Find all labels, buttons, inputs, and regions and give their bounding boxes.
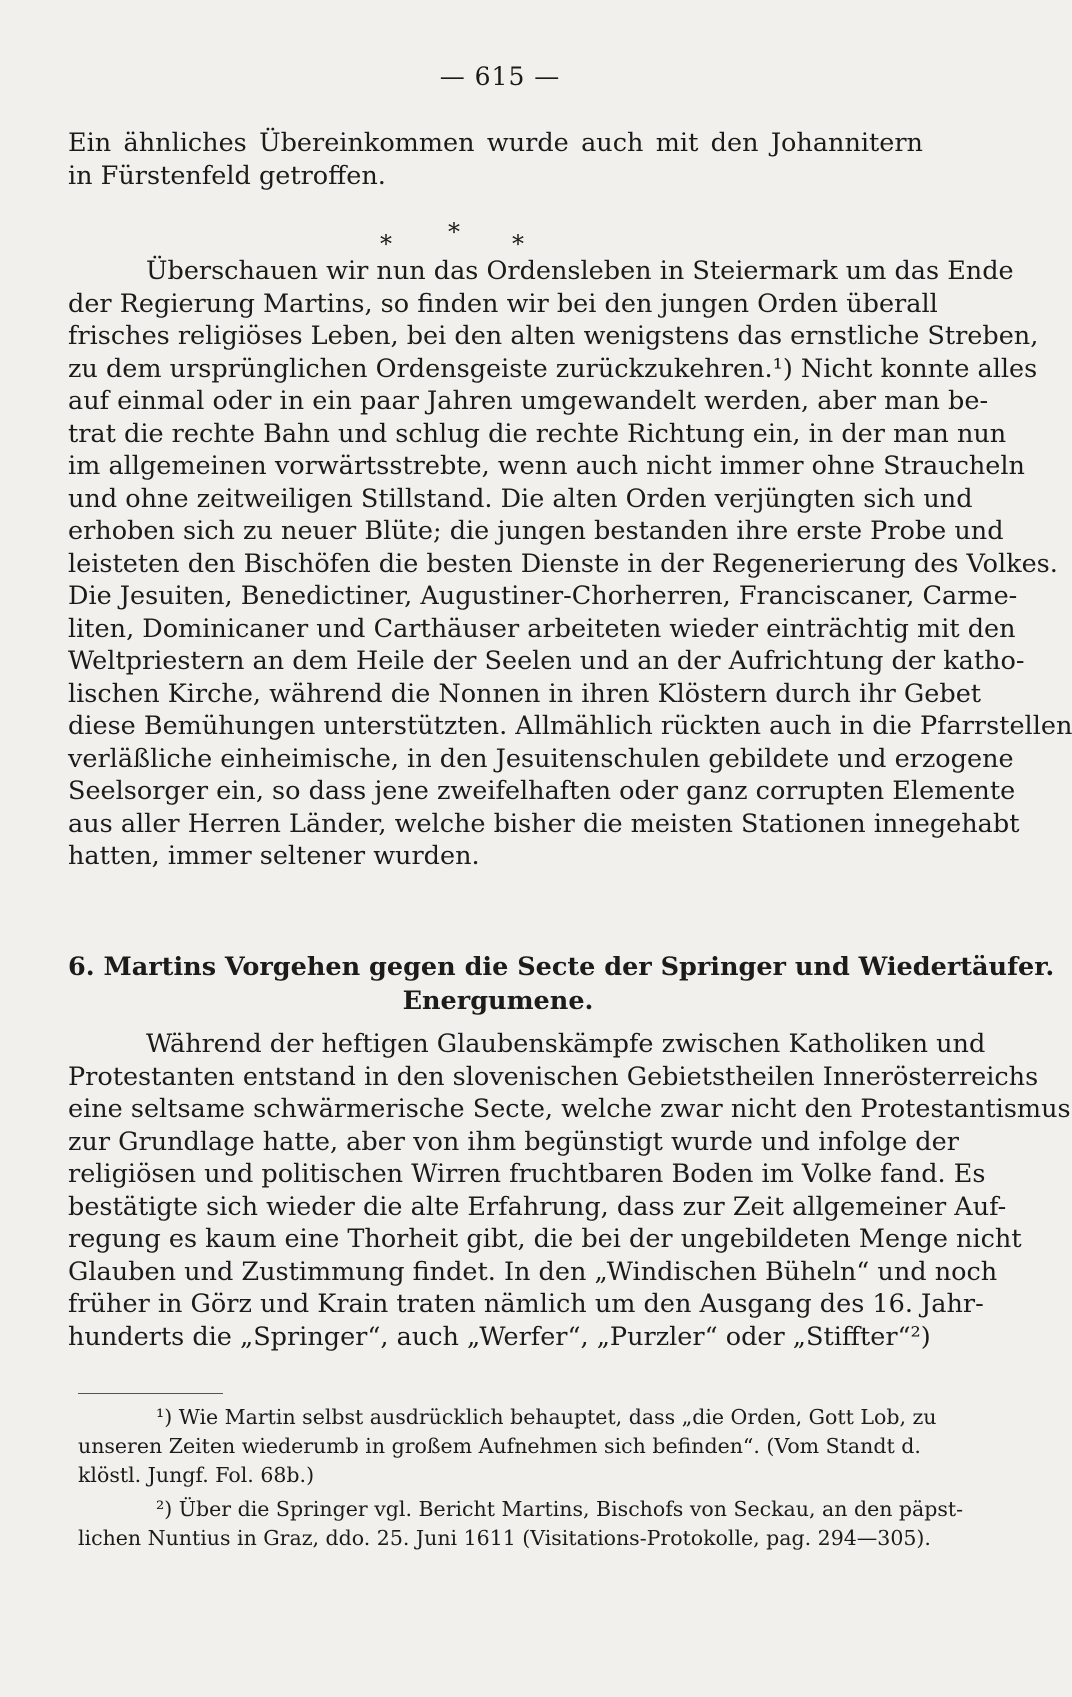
text-line: liten, Dominicaner und Carthäuser arbeiteten wieder einträchtig mit den	[68, 613, 1016, 644]
text-line: der Regierung Martins, so finden wir bei den jungen Orden überall	[68, 288, 938, 319]
text-line: diese Bemühungen unterstützten. Allmählich rückten auch in die Pfarrstellen	[68, 711, 1072, 741]
text-line: frisches religiöses Leben, bei den alten wenigstens das ernstliche Streben,	[68, 321, 1039, 351]
footnote-line: lichen Nuntius in Graz, ddo. 25. Juni 1611 (Visitations-Protokolle, pag. 294—305).	[78, 1526, 931, 1550]
page-number: — 615 —	[439, 62, 561, 91]
footnote-line: unseren Zeiten wiederumb in großem Aufnehmen sich befinden“. (Vom Standt d.	[78, 1434, 921, 1458]
footnote-1	[78, 1403, 937, 1490]
text-line: verläßliche einheimische, in den Jesuitenschulen gebildete und erzogene	[68, 743, 1014, 774]
footnote-2	[78, 1495, 964, 1553]
section-heading	[68, 950, 1055, 1018]
footnote-line: klöstl. Jungf. Fol. 68b.)	[78, 1463, 315, 1487]
text-line: eine seltsame schwärmerische Secte, welche zwar nicht den Protestantismus	[68, 1094, 1071, 1124]
footnote-line: ²) Über die Springer vgl. Bericht Martins, Bischofs von Seckau, an den päpst-	[156, 1497, 964, 1521]
paragraph-springer	[68, 1028, 1071, 1353]
text-line: hunderts die „Springer“, auch „Werfer“, „Purzler“ oder „Stiffter“²)	[68, 1321, 931, 1352]
text-line: leisteten den Bischöfen die besten Dienste in der Regenerierung des Volkes.	[68, 548, 1058, 579]
text-line: auf einmal oder in ein paar Jahren umgewandelt werden, aber man be-	[68, 386, 989, 416]
text-line: Ein ähnliches Übereinkommen wurde auch mit den Johannitern	[68, 128, 923, 158]
text-line: hatten, immer seltener wurden.	[68, 841, 480, 871]
asterism-divider	[380, 218, 580, 258]
text-line: Während der heftigen Glaubenskämpfe zwischen Katholiken und	[146, 1029, 986, 1059]
text-line: aus aller Herren Länder, welche bisher die meisten Stationen innegehabt	[68, 808, 1020, 839]
text-line: im allgemeinen vorwärtsstrebte, wenn auch nicht immer ohne Straucheln	[68, 451, 1025, 481]
text-line: regung es kaum eine Thorheit gibt, die bei der ungebildeten Menge nicht	[68, 1224, 1022, 1254]
text-line: Seelsorger ein, so dass jene zweifelhaften oder ganz corrupten Elemente	[68, 776, 1016, 806]
text-line: trat die rechte Bahn und schlug die rechte Richtung ein, in der man nun	[68, 418, 1007, 449]
text-line: Glauben und Zustimmung findet. In den „Windischen Büheln“ und noch	[68, 1256, 998, 1287]
heading-line: Energumene.	[402, 986, 594, 1016]
star-mark: *	[380, 230, 392, 258]
heading-line: 6. Martins Vorgehen gegen die Secte der Springer und Wiedertäufer.	[68, 952, 1055, 982]
paragraph-johanniter	[68, 127, 923, 192]
text-line: zur Grundlage hatte, aber von ihm begünstigt wurde und infolge der	[68, 1126, 959, 1157]
paragraph-ordensleben	[68, 255, 1072, 873]
star-mark: *	[512, 230, 524, 258]
text-line: erhoben sich zu neuer Blüte; die jungen bestanden ihre erste Probe und	[68, 516, 1004, 546]
text-line: Weltpriestern an dem Heile der Seelen und an der Aufrichtung der katho-	[68, 646, 1025, 676]
text-line: zu dem ursprünglichen Ordensgeiste zurückzukehren.¹) Nicht konnte alles	[68, 353, 1038, 384]
text-line: Protestanten entstand in den slovenischen Gebietstheilen Innerösterreichs	[68, 1061, 1039, 1092]
footnote-line: ¹) Wie Martin selbst ausdrücklich behauptet, dass „die Orden, Gott Lob, zu	[156, 1405, 937, 1429]
text-line: früher in Görz und Krain traten nämlich um den Ausgang des 16. Jahr-	[68, 1289, 984, 1319]
text-line: in Fürstenfeld getroffen.	[68, 160, 386, 191]
text-line: und ohne zeitweiligen Stillstand. Die alten Orden verjüngten sich und	[68, 483, 973, 514]
footnote-divider	[78, 1393, 223, 1394]
text-line: lischen Kirche, während die Nonnen in ihren Klöstern durch ihr Gebet	[68, 678, 982, 709]
text-line: Überschauen wir nun das Ordensleben in Steiermark um das Ende	[146, 256, 1014, 286]
text-line: religiösen und politischen Wirren fruchtbaren Boden im Volke fand. Es	[68, 1159, 986, 1189]
text-line: Die Jesuiten, Benedictiner, Augustiner-Chorherren, Franciscaner, Carme-	[68, 581, 1018, 611]
star-mark: *	[448, 218, 460, 246]
text-line: bestätigte sich wieder die alte Erfahrung, dass zur Zeit allgemeiner Auf-	[68, 1191, 1007, 1222]
